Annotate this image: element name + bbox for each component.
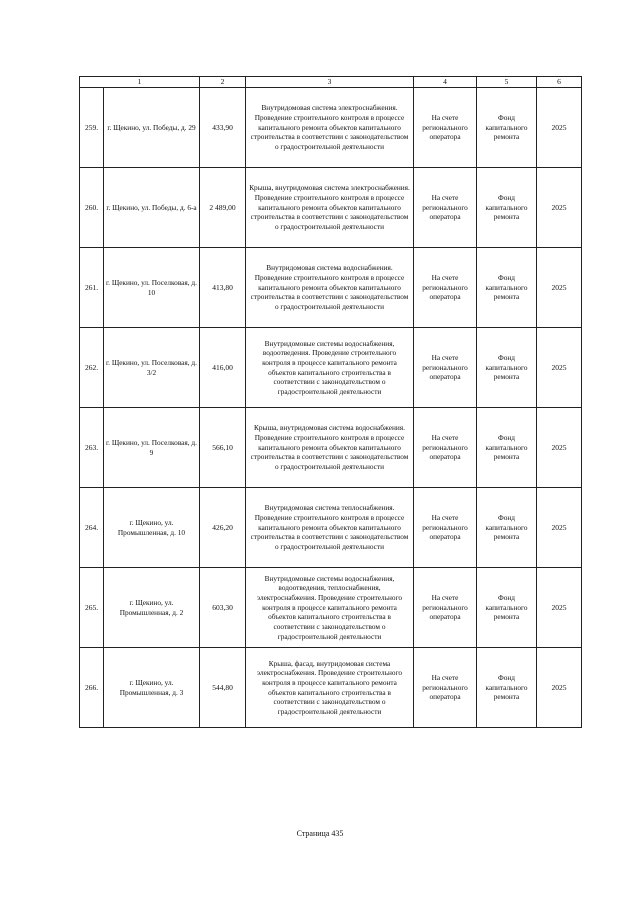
row-description: Крыша, фасад, внутридомовая система электроснабжения. Проведение строительного контроля в процессе капитального ремонта объектов капитального строительства в соответствии с законодательством о градостроительной деятельности <box>246 648 414 728</box>
row-description: Внутридомовые системы водоснабжения, водоотведения, теплоснабжения, электроснабжения. Проведение строительного контроля в процессе капитального ремонта объектов капитального строительства в соответствии с законодательством о градостроительной деятельности <box>246 568 414 648</box>
row-address: г. Щекино, ул. Промышленная, д. 10 <box>104 488 200 568</box>
row-fund: Фонд капитального ремонта <box>477 568 537 648</box>
row-account: На счете регионального оператора <box>414 648 477 728</box>
table-row <box>80 168 582 248</box>
row-amount: 433,90 <box>200 88 246 168</box>
row-address: г. Щекино, ул. Победы, д. 29 <box>104 88 200 168</box>
row-number: 261. <box>80 248 104 328</box>
row-account: На счете регионального оператора <box>414 88 477 168</box>
row-year: 2025 <box>537 568 582 648</box>
row-number: 264. <box>80 488 104 568</box>
row-account: На счете регионального оператора <box>414 328 477 408</box>
col-header-5: 5 <box>477 77 537 88</box>
row-fund: Фонд капитального ремонта <box>477 328 537 408</box>
row-fund: Фонд капитального ремонта <box>477 488 537 568</box>
row-number: 260. <box>80 168 104 248</box>
table-row <box>80 568 582 648</box>
row-number: 266. <box>80 648 104 728</box>
row-address: г. Щекино, ул. Поселковая, д. 3/2 <box>104 328 200 408</box>
row-description: Крыша, внутридомовая система водоснабжения. Проведение строительного контроля в процессе капитального ремонта объектов капитального строительства в соответствии с законодательством о градостроительной деятельности <box>246 408 414 488</box>
row-description: Внутридомовая система теплоснабжения. Проведение строительного контроля в процессе капитального ремонта объектов капитального строительства в соответствии с законодательством о градостроительной деятельности <box>246 488 414 568</box>
row-fund: Фонд капитального ремонта <box>477 248 537 328</box>
table-row <box>80 328 582 408</box>
row-amount: 544,80 <box>200 648 246 728</box>
row-description: Крыша, внутридомовая система электроснабжения. Проведение строительного контроля в процессе капитального ремонта объектов капитального строительства в соответствии с законодательством о градостроительной деятельности <box>246 168 414 248</box>
row-account: На счете регионального оператора <box>414 248 477 328</box>
table-row <box>80 248 582 328</box>
row-amount: 2 489,00 <box>200 168 246 248</box>
table-row <box>80 488 582 568</box>
row-amount: 416,00 <box>200 328 246 408</box>
col-header-1: 1 <box>80 77 200 88</box>
row-year: 2025 <box>537 408 582 488</box>
table-row <box>80 408 582 488</box>
col-header-6: 6 <box>537 77 582 88</box>
row-account: На счете регионального оператора <box>414 408 477 488</box>
row-amount: 566,10 <box>200 408 246 488</box>
row-year: 2025 <box>537 328 582 408</box>
row-year: 2025 <box>537 88 582 168</box>
row-address: г. Щекино, ул. Поселковая, д. 9 <box>104 408 200 488</box>
capital-repair-table <box>79 76 582 728</box>
col-header-3: 3 <box>246 77 414 88</box>
row-year: 2025 <box>537 648 582 728</box>
row-year: 2025 <box>537 168 582 248</box>
row-description: Внутридомовая система электроснабжения. Проведение строительного контроля в процессе капитального ремонта объектов капитального строительства в соответствии с законодательством о градостроительной деятельности <box>246 88 414 168</box>
row-year: 2025 <box>537 488 582 568</box>
row-description: Внутридомовая система водоснабжения. Проведение строительного контроля в процессе капитального ремонта объектов капитального строительства в соответствии с законодательством о градостроительной деятельности <box>246 248 414 328</box>
table-row <box>80 88 582 168</box>
row-number: 262. <box>80 328 104 408</box>
row-account: На счете регионального оператора <box>414 488 477 568</box>
row-amount: 426,20 <box>200 488 246 568</box>
row-fund: Фонд капитального ремонта <box>477 168 537 248</box>
row-account: На счете регионального оператора <box>414 568 477 648</box>
row-address: г. Щекино, ул. Победы, д. 6-а <box>104 168 200 248</box>
row-fund: Фонд капитального ремонта <box>477 88 537 168</box>
header-row <box>80 77 582 88</box>
row-number: 259. <box>80 88 104 168</box>
row-fund: Фонд капитального ремонта <box>477 408 537 488</box>
col-header-4: 4 <box>414 77 477 88</box>
row-amount: 603,30 <box>200 568 246 648</box>
table-row <box>80 648 582 728</box>
row-fund: Фонд капитального ремонта <box>477 648 537 728</box>
row-amount: 413,80 <box>200 248 246 328</box>
row-description: Внутридомовые системы водоснабжения, водоотведения. Проведение строительного контроля в процессе капитального ремонта объектов капитального строительства в соответствии с законодательством о градостроительной деятельности <box>246 328 414 408</box>
row-number: 265. <box>80 568 104 648</box>
row-year: 2025 <box>537 248 582 328</box>
page-number: Страница 435 <box>296 829 344 838</box>
row-address: г. Щекино, ул. Промышленная, д. 2 <box>104 568 200 648</box>
row-number: 263. <box>80 408 104 488</box>
row-account: На счете регионального оператора <box>414 168 477 248</box>
row-address: г. Щекино, ул. Поселковая, д. 10 <box>104 248 200 328</box>
row-address: г. Щекино, ул. Промышленная, д. 3 <box>104 648 200 728</box>
col-header-2: 2 <box>200 77 246 88</box>
